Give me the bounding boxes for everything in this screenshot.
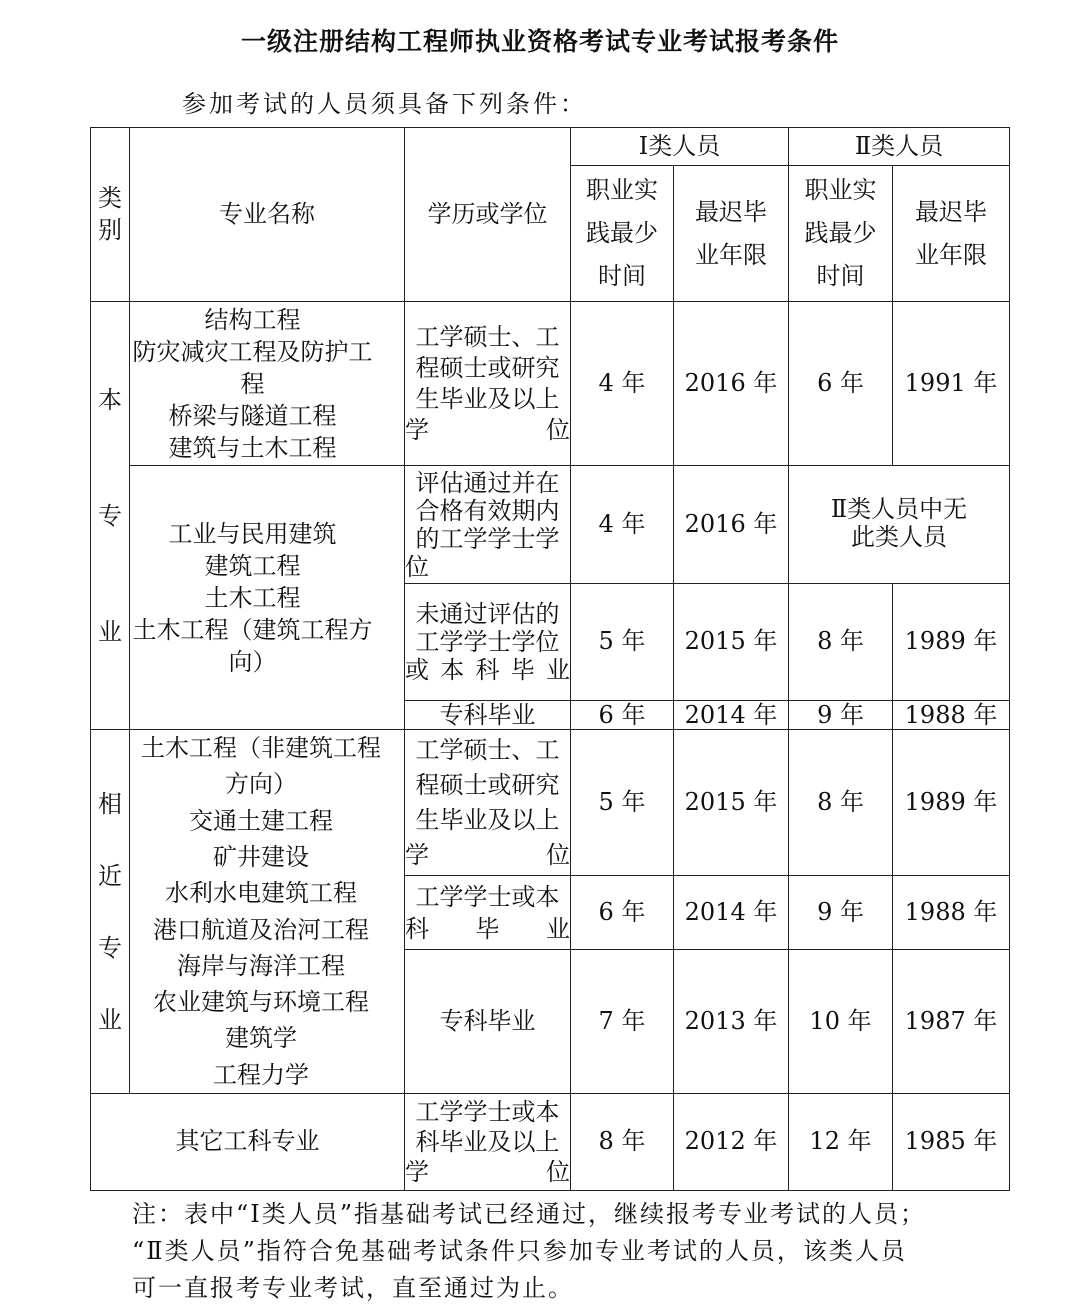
practice-2: 9 年 bbox=[789, 701, 893, 730]
major-item: 结构工程 bbox=[204, 305, 301, 334]
major-item: 海岸与海洋工程 bbox=[177, 951, 345, 980]
major-item: 土木工程（建筑工程方向） bbox=[132, 615, 373, 676]
degree-cell: 工学学士或本科毕业及以上学位 bbox=[405, 1094, 571, 1191]
major-item: 交通土建工程 bbox=[189, 806, 333, 835]
header-group2: Ⅱ类人员 bbox=[789, 128, 1010, 166]
practice-2: 9 年 bbox=[789, 876, 893, 950]
major-item: 防灾减灾工程及防护工程 bbox=[132, 337, 373, 398]
major-item: 农业建筑与环境工程 bbox=[153, 988, 369, 1017]
practice-1: 6 年 bbox=[571, 876, 674, 950]
practice-2: 10 年 bbox=[789, 950, 893, 1094]
grad-1: 2014 年 bbox=[674, 876, 789, 950]
header-degree: 学历或学位 bbox=[405, 128, 571, 302]
practice-1: 8 年 bbox=[571, 1094, 674, 1191]
header-latest-grad-1: 最迟毕业年限 bbox=[674, 166, 789, 302]
grad-2: 1988 年 bbox=[893, 876, 1010, 950]
grad-1: 2014 年 bbox=[674, 701, 789, 730]
conditions-table bbox=[90, 127, 1010, 1191]
practice-1: 4 年 bbox=[571, 466, 674, 584]
group2-na-cell: Ⅱ类人员中无此类人员 bbox=[789, 466, 1010, 584]
grad-1: 2013 年 bbox=[674, 950, 789, 1094]
practice-1: 5 年 bbox=[571, 730, 674, 876]
intro-text: 参加考试的人员须具备下列条件： bbox=[182, 90, 587, 118]
header-min-practice-2: 职业实践最少时间 bbox=[789, 166, 893, 302]
practice-1: 6 年 bbox=[571, 701, 674, 730]
grad-1: 2012 年 bbox=[674, 1094, 789, 1191]
major-item: 矿井建设 bbox=[213, 842, 309, 871]
degree-cell: 评估通过并在合格有效期内的工学学士学位 bbox=[405, 466, 571, 584]
header-category: 类别 bbox=[91, 128, 130, 302]
practice-2: 8 年 bbox=[789, 730, 893, 876]
grad-2: 1985 年 bbox=[893, 1094, 1010, 1191]
major-item: 桥梁与隧道工程 bbox=[168, 401, 337, 430]
practice-1: 7 年 bbox=[571, 950, 674, 1094]
header-latest-grad-2: 最迟毕业年限 bbox=[893, 166, 1010, 302]
grad-2: 1989 年 bbox=[893, 730, 1010, 876]
major-item: 建筑学 bbox=[225, 1024, 297, 1053]
category-benzhuanye: 本专业 bbox=[91, 302, 130, 730]
major-item: 土木工程（非建筑工程方向） bbox=[141, 734, 381, 799]
major-item: 建筑与土木工程 bbox=[168, 433, 337, 462]
major-item: 工业与民用建筑 bbox=[168, 519, 337, 548]
majors-group-b bbox=[130, 466, 405, 730]
note-line: 注：表中“Ⅰ类人员”指基础考试已经通过，继续报考专业考试的人员； bbox=[132, 1200, 927, 1228]
degree-cell: 工学学士或本科毕业 bbox=[405, 876, 571, 950]
header-group1: Ⅰ类人员 bbox=[571, 128, 789, 166]
grad-2: 1987 年 bbox=[893, 950, 1010, 1094]
grad-1: 2016 年 bbox=[674, 466, 789, 584]
degree-cell: 工学硕士、工程硕士或研究生毕业及以上学位 bbox=[405, 730, 571, 876]
practice-1: 5 年 bbox=[571, 584, 674, 701]
grad-2: 1991 年 bbox=[893, 302, 1010, 466]
grad-2: 1989 年 bbox=[893, 584, 1010, 701]
grad-1: 2015 年 bbox=[674, 730, 789, 876]
practice-2: 12 年 bbox=[789, 1094, 893, 1191]
practice-2: 6 年 bbox=[789, 302, 893, 466]
practice-2: 8 年 bbox=[789, 584, 893, 701]
category-other: 其它工科专业 bbox=[91, 1094, 405, 1191]
major-item: 建筑工程 bbox=[204, 551, 301, 580]
header-min-practice-1: 职业实践最少时间 bbox=[571, 166, 674, 302]
grad-1: 2015 年 bbox=[674, 584, 789, 701]
major-item: 土木工程 bbox=[204, 583, 301, 612]
degree-cell: 专科毕业 bbox=[405, 950, 571, 1094]
major-item: 工程力学 bbox=[213, 1060, 309, 1089]
majors-group-c bbox=[130, 730, 405, 1094]
grad-2: 1988 年 bbox=[893, 701, 1010, 730]
header-major: 专业名称 bbox=[130, 128, 405, 302]
practice-1: 4 年 bbox=[571, 302, 674, 466]
note-line: 可一直报考专业考试，直至通过为止。 bbox=[132, 1274, 574, 1302]
major-item: 水利水电建筑工程 bbox=[165, 879, 357, 908]
major-item: 港口航道及治河工程 bbox=[153, 915, 369, 944]
degree-cell: 专科毕业 bbox=[405, 701, 571, 730]
page-title: 一级注册结构工程师执业资格考试专业考试报考条件 bbox=[240, 27, 839, 56]
category-xiangjin: 相近专业 bbox=[91, 730, 130, 1094]
degree-cell: 未通过评估的工学学士学位或本科毕业 bbox=[405, 584, 571, 701]
footnotes bbox=[132, 1196, 992, 1307]
degree-cell: 工学硕士、工程硕士或研究生毕业及以上学位 bbox=[405, 302, 571, 466]
majors-group-a bbox=[130, 302, 405, 466]
note-line: “Ⅱ类人员”指符合免基础考试条件只参加专业考试的人员，该类人员 bbox=[132, 1237, 907, 1265]
grad-1: 2016 年 bbox=[674, 302, 789, 466]
